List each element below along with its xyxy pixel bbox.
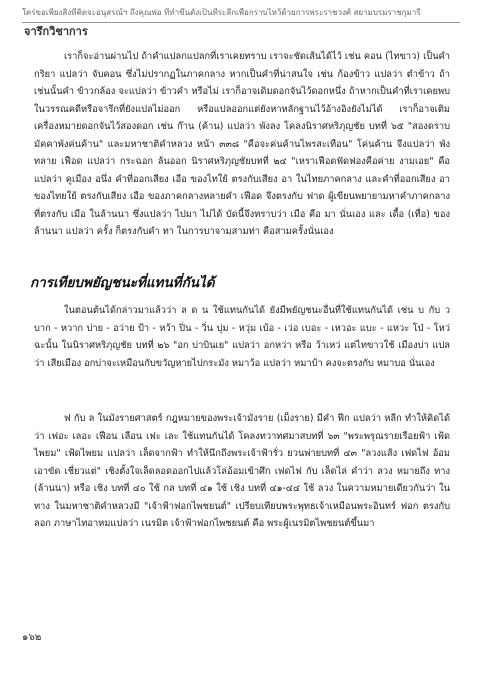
header-divider (22, 22, 460, 23)
body-paragraph-1 (34, 48, 450, 241)
paragraph-text: ในตอนต้นได้กล่าวมาแล้วว่า ล ด น ใช้แทนกันได้ ยังมีพยัญชนะอื่นที่ใช้แทนกันได้ เช่น บ กับ ว บาก - หวาก บ่าย - อว่าย ป้า - หว้า ปิ่น - วิ่น บุ่ม - หวุ่ม เบ้อ - เว่อ เบอะ - เหวอะ แบะ - แหวะ โป่ - โหว่ ฉะนั้น ในนิราศหริภุญชัย บทที่ ๒๖ "อก บ่าบินเย" แปลว่า อกหว่า หรือ ว้าเหว่ แต่ไทขาวใช้ เมืองบ่า แปลว่า เสียเมือง อกบ่าจะเหมือนกับขวัญหายไปกระมัง หมาว้อ แปลว่า หมาบ้า คงจะตรงกับ หมาบอ นั่นเอง (34, 305, 450, 369)
running-header: ใคร่ขอเพียงสิ่งที่คิดจะอนุสรณ์ฯ ถึงคุณพ่อ ที่ทำขึ้นตั้งเป็นที่ระลึกเพื่อกราบไหว้ด้วยการพระราชวงศ์ สยามบรมราชกุมารี (22, 8, 421, 17)
paragraph-text: เราก็จะอ่านผ่านไป ถ้าคำแปลกแปลกที่เราเคยทราบ เราจะชัดเส้นได้ไว้ เช่น คอน (ไทขาว) เป็นคำกริยา แปลว่า จับคอน ซึ่งไม่ปรากฏในภาคกลาง หากเป็นคำที่น่าสนใจ เช่น ก้องข้าว แปลว่า ตำข้าว ถ้าเช่นนั้นคำ ข้าวกล้อง จะแปลว่า ข้าวคำ หรือไม่ เราก็อาจเดิมดอกจันไว้ดอกหนึ่ง ถ้าหากเป็นคำที่เราเคยพบในวรรณคดีหรือจารึกที่ยังแปลไม่ออก หรือแปลออกแต่ยังหาหลักฐานไว้อ้างอิงยังไม่ได้ เราก็อาจเติมเครื่องหมายดอกจันไว้สองดอก เช่น ก๊าน (ค้าน) แปลว่า พังลง โคลงนิราศหริภุญชัย บทที่ ๖๕ "สองดราบมัคคาพังค่นค้าน" และมหาชาติคำหลวง หน้า ๓๓๘ "คือจะค่นค้านไพรสะเทือน" โค่นค้าน จึงแปลว่า พังทลาย เฟือด แปลว่า กระฉอก ล้นออก นิราศหริภุญชัยบทที่ ๒๔ "เหราเฟือดฟัดฟองคือค่าย งามเอย" คือ แปลว่า คูเมือง อนึ่ง คำที่ออกเสียง เอือ ของไทใย้ ตรงกับเสียง อา ในไทยภาคกลาง และคำที่ออกเสียง อา ของไทยใย้ ตรงกับเสียง เอือ ของภาคกลางหลายคำ เฟือด จึงตรงกับ ฟาด ผู้เขียนพยายามหาคำภาคกลางที่ตรงกับ เมือ ในล้านนา ซึ่งแปลว่า ไปมา ไม่ได้ บัดนี้จึงทราบว่า เมือ คือ มา นั่นเอง และ เดื้อ (เทื่อ) ของล้านนา แปลว่า ครั้ง ก็ตรงกับคำ ทา ในการบาจามสามท่า คือสามครั้งนั่นเอง (34, 51, 450, 237)
body-paragraph-3 (34, 410, 450, 533)
paragraph-text: ฟ กับ ล ในมังรายศาสตร์ กฎหมายของพระเจ้ามังราย (เม็งราย) มีคำ ฟีก แปลว่า หลีก ทำให้คิดได้ว่า เฟอะ เลอะ เฟือน เลือน เฟะ เละ ใช้แทนกันได้ โคลงทวาทศมาสบทที่ ๖๓ "พระพรุณรายเรือยฟ้า เฟ้ดไพยม" เฟ้ดไพยม แปลว่า เล็ดจากฟ้า ทำให้นึกถึงพระเจ้าฟ้ารั่ว ยวนพ่ายบทที่ ๔๓ "ลวงแส้ง เฟดไฟ อ้อมเอาขัด เชี่ยวแต่" เชิงตั้งใจเล็ดลอดออกไปแล้วโล่อ้อมเข้าศึก เฟดไฟ กับ เล็ดไล่ คำว่า ลวง หมายถึง ทาง (ล้านนา) หรือ เชิง บทที่ ๔๐ ใช้ กล บทที่ ๔๑ ใช้ เชิง บทที่ ๔๑-๔๔ ใช้ ลวง ในความหมายเดียวกันว่า ในทาง ในมหาชาติคำหลวงมี "เจ้าฟ้าฟอกไพชยนต์" เปรียบเทียบพระพุทธเจ้าเหมือนพระอินทร์ ฟอก ตรงกับ ลอก ภาษาไทอาหมแปลว่า เนรมิต เจ้าฟ้าฟอกไพชยนต์ คือ พระผู้เนรมิตไพชยนต์ขึ้นมา (34, 413, 450, 529)
section-label: จารึกวิชาการ (24, 25, 88, 38)
page-number: ๑๖๒ (22, 632, 42, 643)
body-paragraph-2 (34, 302, 450, 372)
section-heading: การเทียบพยัญชนะที่แทนที่กันได้ (30, 275, 215, 291)
